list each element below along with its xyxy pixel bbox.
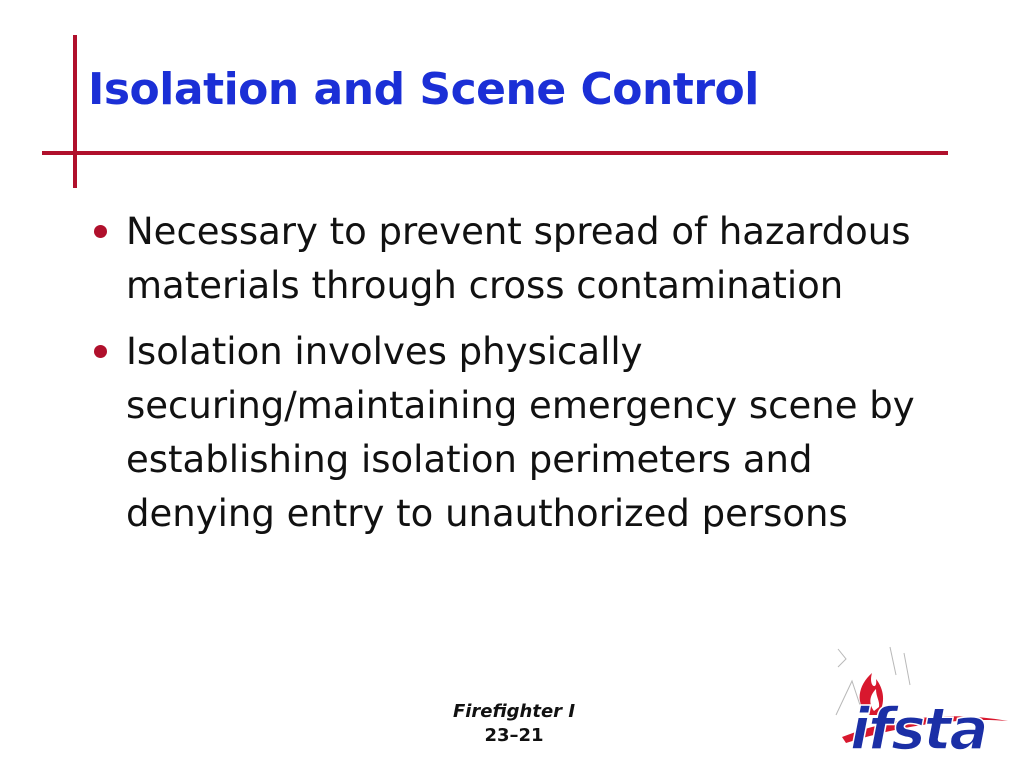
bullet-item — [88, 205, 958, 313]
logo-outline-stroke — [904, 653, 910, 685]
logo-outline-stroke — [890, 647, 896, 675]
logo-outline-stroke — [838, 649, 846, 667]
page-number: 23–21 — [484, 725, 544, 746]
bullet-list — [88, 205, 958, 553]
vertical-accent-rule — [73, 35, 77, 188]
horizontal-accent-rule — [42, 151, 948, 155]
bullet-text: Isolation involves physically securing/maintaining emergency scene by establishing isolation perimeters and denying entry to unauthorized persons — [126, 330, 915, 535]
ifsta-logo — [832, 645, 1012, 760]
slide-footer — [434, 700, 594, 748]
bullet-dot-icon — [94, 225, 107, 238]
course-name: Firefighter I — [452, 701, 576, 722]
bullet-dot-icon — [94, 345, 107, 358]
bullet-item — [88, 325, 958, 541]
slide-title: Isolation and Scene Control — [88, 64, 759, 115]
logo-wordmark: ifsta — [850, 695, 987, 760]
bullet-text: Necessary to prevent spread of hazardous materials through cross contamination — [126, 210, 911, 307]
